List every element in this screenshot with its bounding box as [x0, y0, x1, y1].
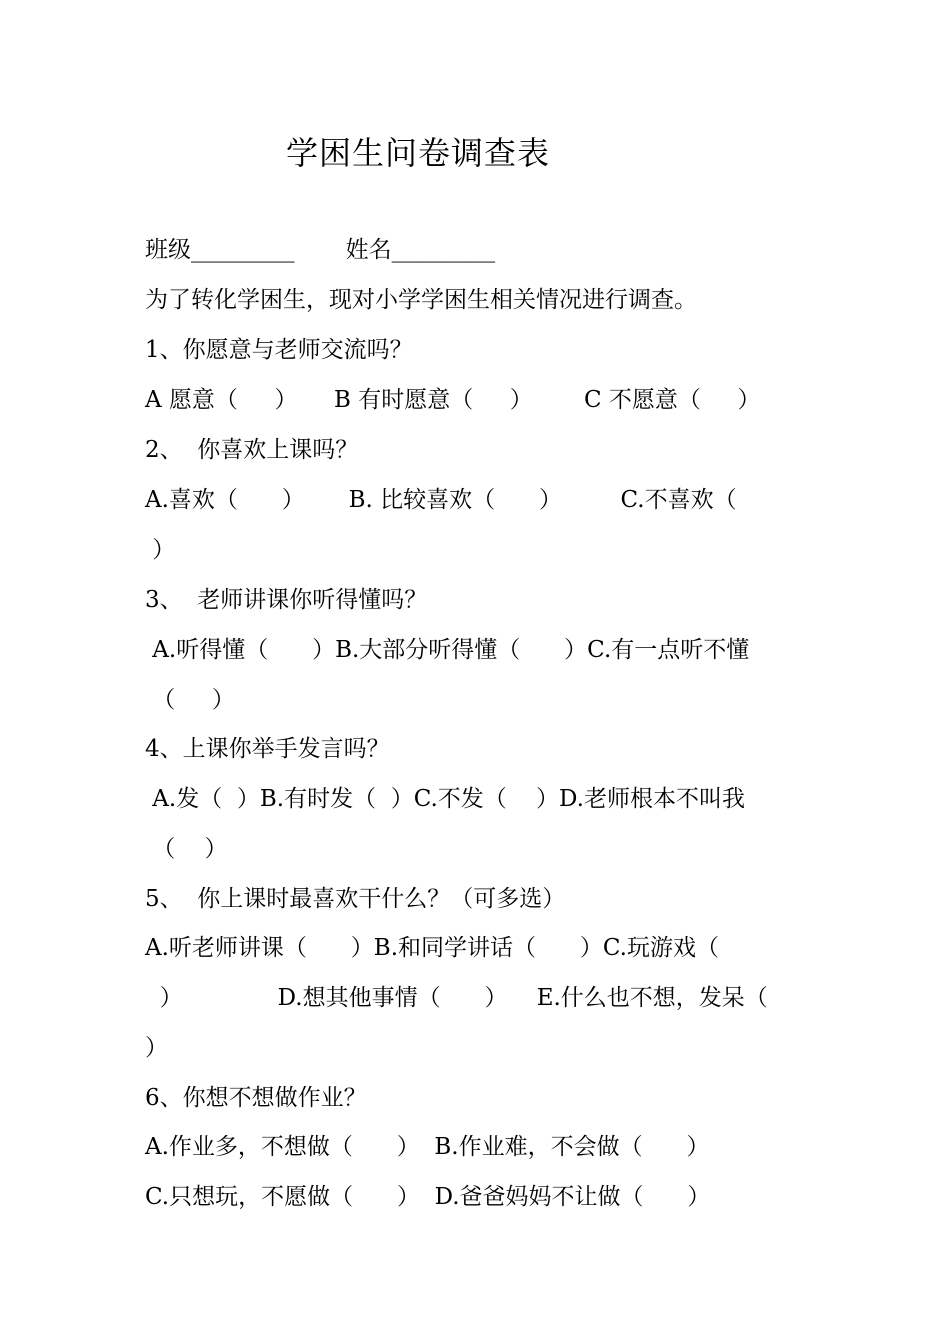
question-5-options-cont: ） D.想其他事情（ ） E.什么也不想，发呆（: [145, 985, 768, 1011]
question-3: 3、 老师讲课你听得懂吗？: [145, 587, 428, 613]
question-4: 4、上课你举手发言吗？: [145, 736, 390, 762]
class-name-line: 班级_________ 姓名_________: [145, 237, 496, 263]
intro-text: 为了转化学困生，现对小学学困生相关情况进行调查。: [145, 287, 697, 313]
question-2-options-cont: ）: [145, 537, 176, 563]
question-5: 5、 你上课时最喜欢干什么？（可多选）: [145, 886, 566, 912]
question-2: 2、 你喜欢上课吗？: [145, 437, 359, 463]
question-5-options-end: ）: [145, 1035, 168, 1061]
question-4-options-cont: （ ）: [145, 836, 228, 862]
question-2-options: A.喜欢（ ） B. 比较喜欢（ ） C.不喜欢（: [145, 487, 737, 513]
question-5-options: A.听老师讲课（ ）B.和同学讲话（ ）C.玩游戏（: [145, 935, 719, 961]
question-6-options-ab: A.作业多，不想做（ ） B.作业难，不会做（ ）: [145, 1134, 710, 1160]
page-title: 学困生问卷调查表: [286, 134, 551, 172]
question-3-options-cont: （ ）: [145, 687, 235, 713]
question-6: 6、你想不想做作业？: [145, 1085, 367, 1111]
question-1-options: A 愿意（ ） B 有时愿意（ ） C 不愿意（ ）: [145, 387, 761, 413]
question-6-options-cd: C.只想玩，不愿做（ ） D.爸爸妈妈不让做（ ）: [145, 1184, 711, 1210]
question-1: 1、你愿意与老师交流吗？: [145, 337, 413, 363]
question-4-options: A.发（ ）B.有时发（ ）C.不发（ ）D.老师根本不叫我: [145, 786, 745, 812]
question-3-options: A.听得懂（ ）B.大部分听得懂（ ）C.有一点听不懂: [145, 637, 750, 663]
